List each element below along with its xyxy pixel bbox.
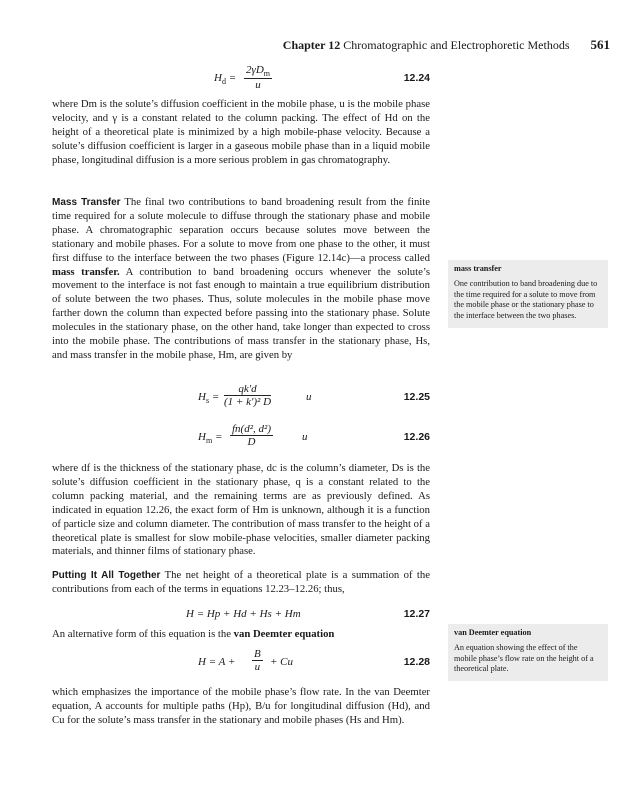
- term-van-deemter: van Deemter equation: [233, 628, 335, 640]
- running-header: [283, 37, 610, 53]
- margin-note-van-deemter: [448, 624, 608, 681]
- margin-term: mass transfer: [454, 264, 502, 273]
- equation-number: 12.24: [403, 72, 430, 84]
- paragraph-longitudinal-diffusion: where Dm is the solute’s diffusion coefficient in the mobile phase, u is the mobile phase velocity, and γ is a constant related to the column packing. The effect of Hd on the height of a theoretical plate is minimized by a high mobile-phase velocity. Because a solute’s diffusion coefficient is larger in a gaseous mobile phase than in a liquid mobile phase, longitudinal diffusion is a more serious problem in gas chromatography.: [52, 98, 430, 166]
- paragraph-van-deemter-explained: which emphasizes the importance of the mobile phase’s flow rate. In the van Deemter equation, A accounts for multiple paths (Hp), B/u for longitudinal diffusion (Hd), and Cu for the solute’s mass transfer in the stationary and mobile phases (Hs and Hm).: [52, 686, 430, 726]
- section-heading-putting-it-all-together: Putting It All Together: [52, 570, 161, 581]
- paragraph-mass-transfer: Mass Transfer The final two contributions to band broadening result from the finite time required for a solute molecule to diffuse through the stationary phase and mobile phase. A chromatographic separation occurs because solutes move between the stationary and mobile phases. For a solute to move from one phase to the other, it must first diffuse to the interface between the two phases (Figure 12.14c)—a process called mass transfer. A contribution to band broadening occurs whenever the solute’s movement to the interface is not fast enough to maintain a true equilibrium distribution of solute between the two phases. Thus, solute molecules in the mobile phase move farther down the column than expected before passing into the stationary phase. Solute molecules in the stationary phase, on the other hand, take longer than expected to cross into the mobile phase. The contributions of mass transfer in the stationary phase, Hs, and mass transfer in the mobile phase, Hm, are given by: [52, 196, 430, 361]
- equation-number: 12.25: [403, 391, 430, 403]
- term-mass-transfer: mass transfer.: [52, 265, 120, 278]
- margin-definition: An equation showing the effect of the mobile phase’s flow rate on the height of a theoretical plate.: [454, 642, 594, 674]
- margin-term: van Deemter equation: [454, 628, 532, 637]
- equation-12-26: $H_m$ = $\frac{\text{fn(d², d²)}}{D}$ u 12.26: [198, 423, 430, 448]
- margin-definition: One contribution to band broadening due to the time required for a solute to move from the mobile phase or the stationary phase to the interface between the two phases.: [454, 278, 598, 321]
- equation-12-25: $H_s$ = $\frac{qk'd}{\text{(1 + k′)² D}}$ u 12.25: [198, 383, 430, 408]
- margin-note-mass-transfer: [448, 260, 608, 328]
- paragraph-putting-it-together: Putting It All Together The net height of a theoretical plate is a summation of the contributions from each of the terms in equations 12.23–12.26; thus,: [52, 569, 430, 595]
- equation-number: 12.26: [403, 431, 430, 443]
- section-heading-mass-transfer: Mass Transfer: [52, 197, 121, 208]
- equation-12-28: H = A + $\frac{B}{u}$ + Cu 12.28: [198, 648, 430, 673]
- chapter-title: Chromatographic and Electrophoretic Methods: [343, 38, 570, 52]
- paragraph-van-deemter-intro: An alternative form of this equation is the van Deemter equation: [52, 628, 335, 640]
- equation-12-27: H = Hp + Hd + Hs + Hm 12.27: [186, 608, 430, 620]
- chapter-label: Chapter 12: [282, 38, 341, 52]
- equation-number: 12.28: [403, 656, 430, 668]
- page-number: 561: [590, 37, 610, 52]
- paragraph-terms-defined: where df is the thickness of the stationary phase, dc is the column’s diameter, Ds is the solute’s diffusion coefficient in the stationary phase, q is a constant related to the column packing material, and the remaining terms are as previously defined. As indicated in equation 12.26, the exact form of Hm is unknown, although it is a function of particle size and column diameter. The contribution of mass transfer to the height of a theoretical plate is smallest for slow mobile-phase velocities, smaller diameter packing materials, and thinner films of stationary phase.: [52, 462, 430, 558]
- equation-number: 12.27: [403, 608, 430, 620]
- equation-12-24: $H_d$ = $2\gamma D_m$ u 12.24: [214, 64, 430, 92]
